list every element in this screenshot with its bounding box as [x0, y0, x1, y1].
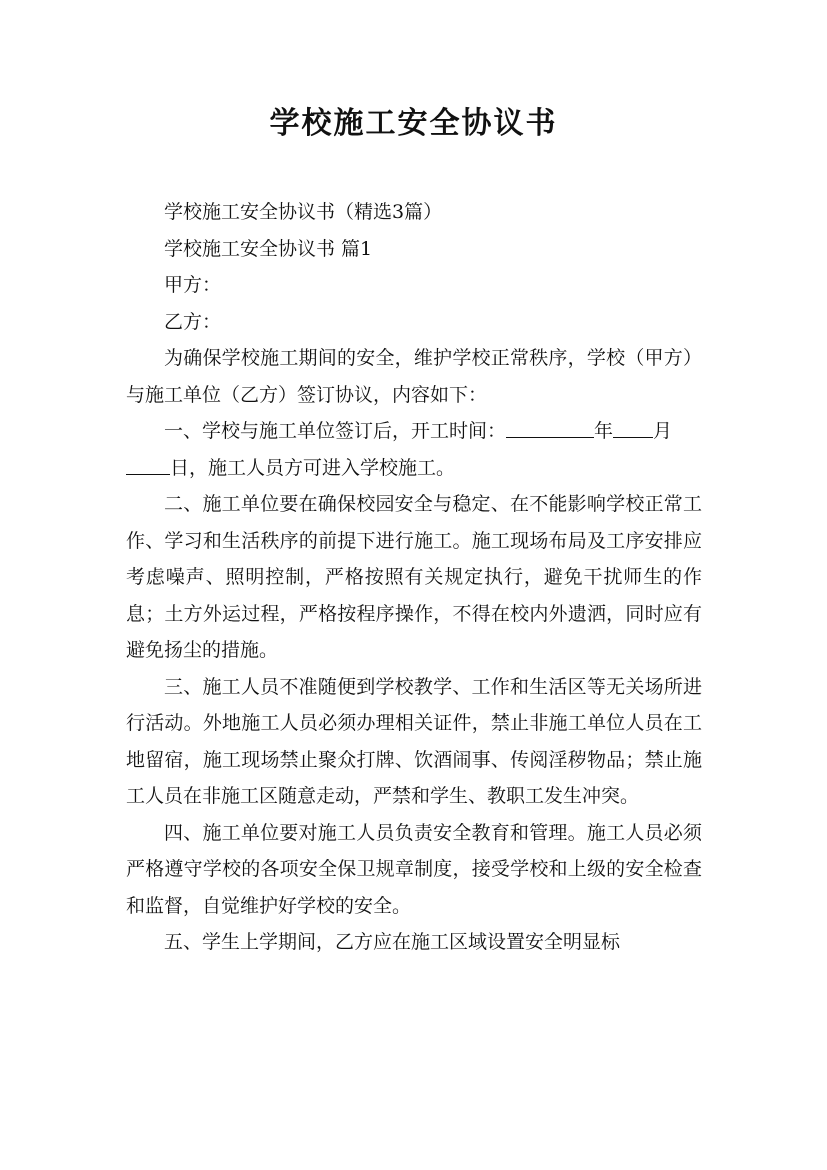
section-heading: 学校施工安全协议书 篇1	[164, 237, 373, 260]
party-b-label: 乙方：	[164, 310, 222, 333]
document-subtitle: 学校施工安全协议书（精选3篇）	[164, 201, 443, 223]
document-title: 学校施工安全协议书	[269, 106, 558, 141]
clause-3: 三、施工人员不准随便到学校教学、工作和生活区等无关场所进行活动。外地施工人员必须办理相关证件，禁止非施工单位人员在工地留宿，施工现场禁止聚众打牌、饮酒闹事、传阅淫秽物品；禁止施工人员在非施工区随意走动，严禁和学生、教职工发生冲突。	[126, 675, 702, 807]
clause-1	[126, 413, 702, 486]
clause-1-text-start: 一、学校与施工单位签订后，开工时间：	[164, 420, 507, 442]
clause-2: 二、施工单位要在确保校园安全与稳定、在不能影响学校正常工作、学习和生活秩序的前提下进行施工。施工现场布局及工序安排应考虑噪声、照明控制，严格按照有关规定执行，避免干扰师生的作息；土方外运过程，严格按程序操作，不得在校内外遗洒，同时应有避免扬尘的措施。	[126, 493, 702, 661]
year-label: 年	[594, 420, 614, 442]
document-body	[126, 194, 702, 961]
clause-1-text-end: 日，施工人员方可进入学校施工。	[170, 456, 456, 479]
start-date-blank	[506, 415, 594, 438]
clause-5: 五、学生上学期间，乙方应在施工区域设置安全明显标	[164, 931, 621, 953]
day-blank	[126, 452, 170, 475]
clause-4: 四、施工单位要对施工人员负责安全教育和管理。施工人员必须严格遵守学校的各项安全保卫规章制度，接受学校和上级的安全检查和监督，自觉维护好学校的安全。	[126, 821, 702, 917]
month-label: 月	[653, 420, 673, 442]
party-a-label: 甲方：	[164, 274, 222, 296]
year-month-blank	[613, 415, 653, 438]
intro-paragraph: 为确保学校施工期间的安全，维护学校正常秩序，学校（甲方）与施工单位（乙方）签订协议，内容如下：	[126, 347, 702, 406]
